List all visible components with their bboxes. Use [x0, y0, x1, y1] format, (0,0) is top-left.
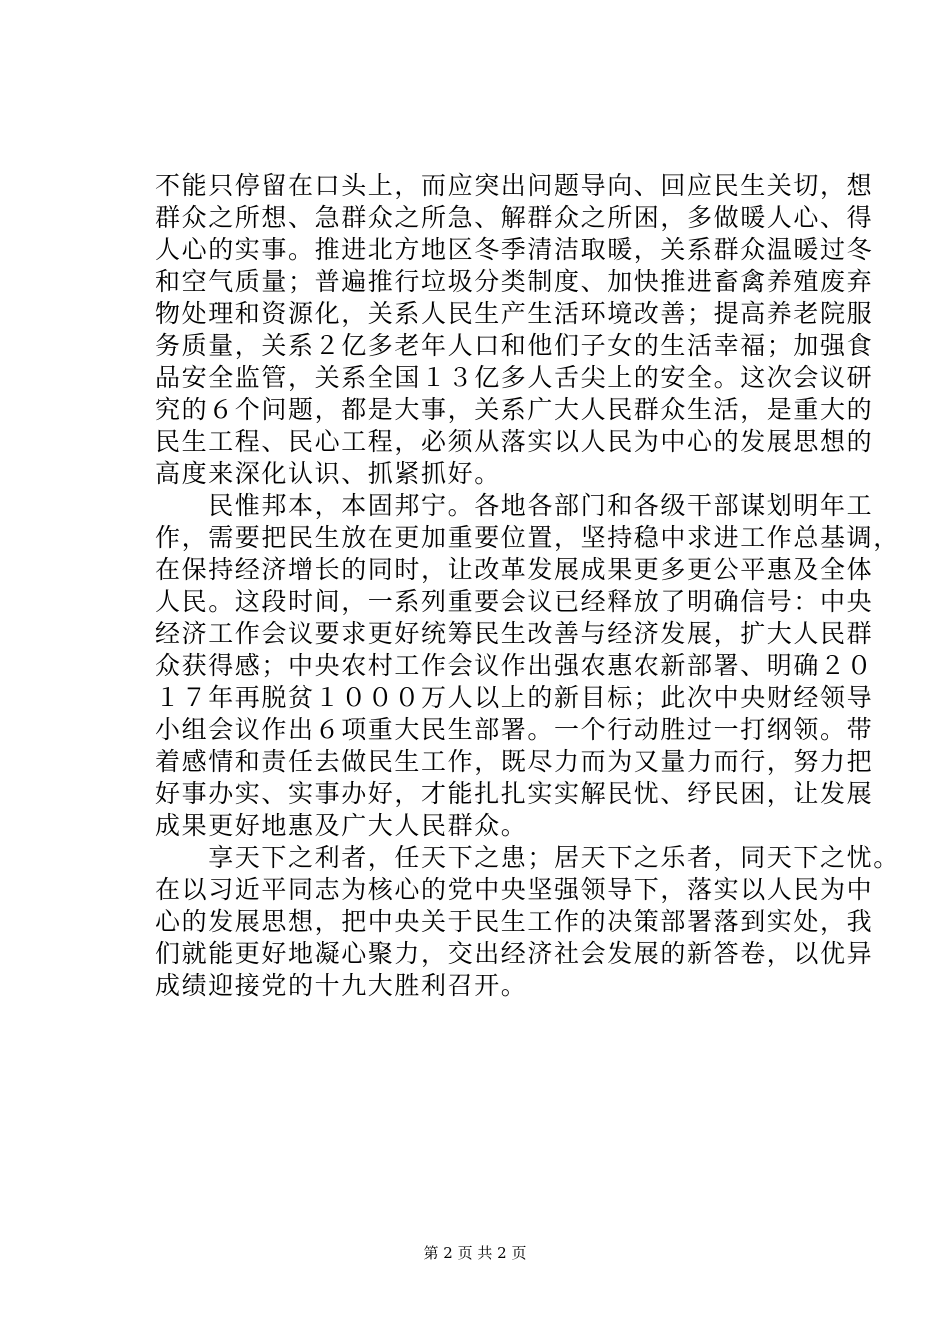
text-line: 成果更好地惠及广大人民群众。 [155, 811, 528, 840]
page-number-label: 第 2 页 共 2 页 [423, 1244, 527, 1262]
text-line: 小组会议作出６项重大民生部署。一个行动胜过一打纲领。带 [155, 715, 874, 744]
text-line: 务质量，关系２亿多老年人口和他们子女的生活幸福；加强食 [155, 331, 874, 360]
text-line: 究的６个问题，都是大事，关系广大人民群众生活，是重大的 [155, 395, 874, 424]
text-line: 群众之所想、急群众之所急、解群众之所困，多做暖人心、得 [155, 203, 874, 232]
text-line: １７年再脱贫１０００万人以上的新目标；此次中央财经领导 [155, 683, 874, 712]
text-line: 心的发展思想，把中央关于民生工作的决策部署落到实处，我 [155, 907, 874, 936]
text-line: 们就能更好地凝心聚力，交出经济社会发展的新答卷，以优异 [155, 939, 874, 968]
text-line: 高度来深化认识、抓紧抓好。 [155, 459, 501, 488]
text-line: 物处理和资源化，关系人民生产生活环境改善；提高养老院服 [155, 299, 874, 328]
text-line: 经济工作会议要求更好统筹民生改善与经济发展，扩大人民群 [155, 619, 874, 648]
text-line: 着感情和责任去做民生工作，既尽力而为又量力而行，努力把 [155, 747, 874, 776]
page-footer [0, 1243, 950, 1263]
text-line: 人心的实事。推进北方地区冬季清洁取暖，关系群众温暖过冬 [155, 235, 874, 264]
paragraph-start-line: 享天下之利者，任天下之患；居天下之乐者，同天下之忧。 [155, 843, 900, 872]
text-line: 不能只停留在口头上，而应突出问题导向、回应民生关切，想 [155, 171, 874, 200]
text-line: 品安全监管，关系全国１３亿多人舌尖上的安全。这次会议研 [155, 363, 874, 392]
text-line: 作，需要把民生放在更加重要位置，坚持稳中求进工作总基调， [155, 523, 900, 552]
text-line: 人民。这段时间，一系列重要会议已经释放了明确信号：中央 [155, 587, 874, 616]
text-line: 好事办实、实事办好，才能扎扎实实解民忧、纾民困，让发展 [155, 779, 874, 808]
text-line: 众获得感；中央农村工作会议作出强农惠农新部署、明确２０ [155, 651, 874, 680]
text-line: 和空气质量；普遍推行垃圾分类制度、加快推进畜禽养殖废弃 [155, 267, 874, 296]
paragraph-start-line: 民惟邦本，本固邦宁。各地各部门和各级干部谋划明年工 [155, 491, 874, 520]
text-line: 成绩迎接党的十九大胜利召开。 [155, 971, 528, 1000]
text-line: 在以习近平同志为核心的党中央坚强领导下，落实以人民为中 [155, 875, 874, 904]
text-line: 在保持经济增长的同时，让改革发展成果更多更公平惠及全体 [155, 555, 874, 584]
body-text [155, 170, 900, 1002]
text-line: 民生工程、民心工程，必须从落实以人民为中心的发展思想的 [155, 427, 874, 456]
